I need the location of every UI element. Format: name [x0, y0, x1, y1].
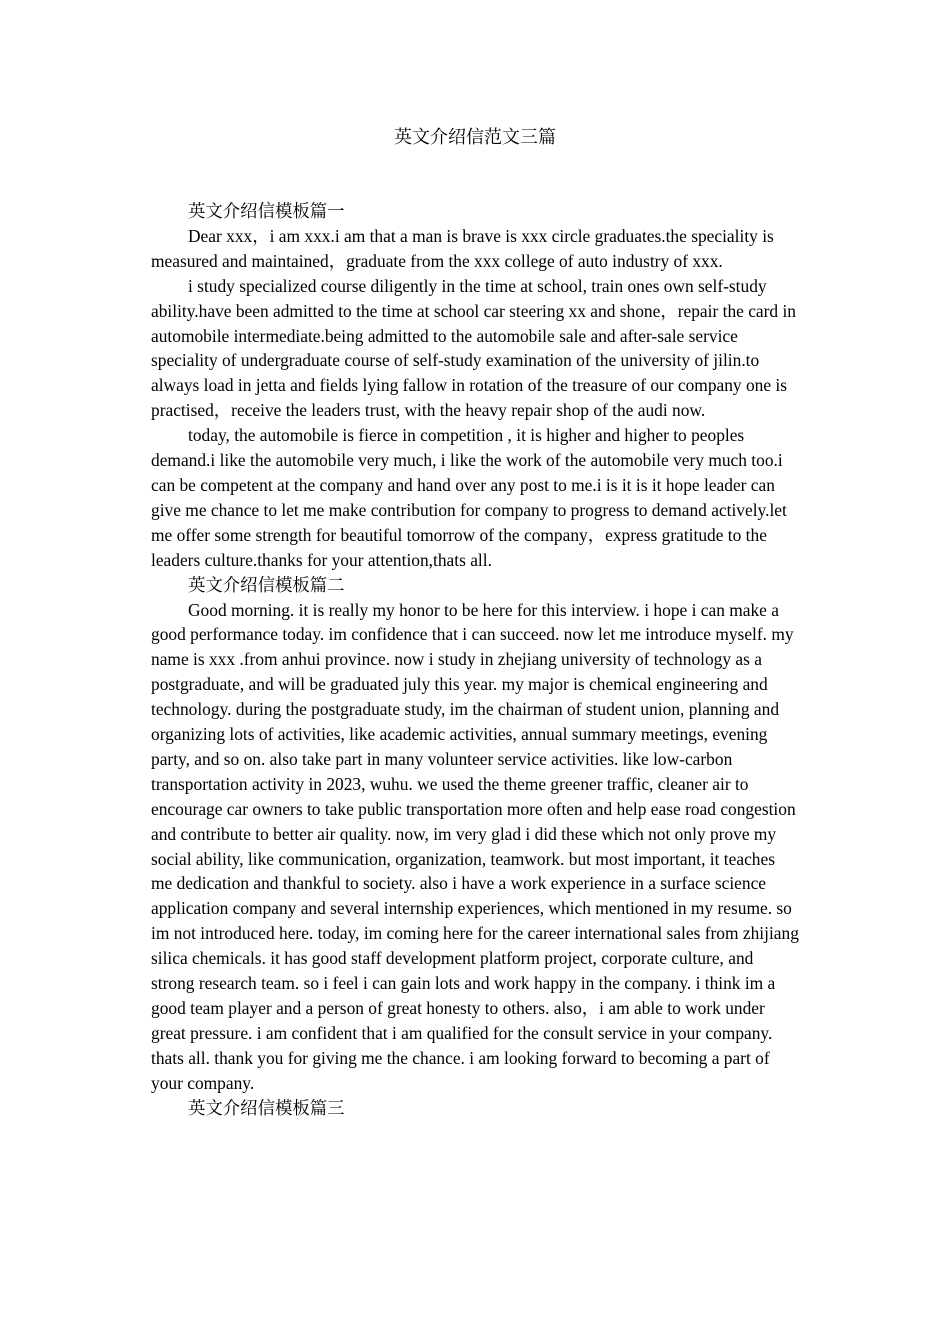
section-heading-1: 英文介绍信模板篇一 — [188, 201, 345, 221]
section-1-paragraph-2: i study specialized course diligently in the time at school, train ones own self-study ability.have been admitted to the time at school car steering xx and shone，repair the card in automobile intermediate.being admitted to the automobile sale and after-sale service speciality of undergraduate course of self-study examination of the university of jilin.to always load in jetta and fields lying fallow in rotation of the treasure of our company one is practised，receive the leaders trust, with the heavy repair shop of the audi now. — [151, 275, 796, 421]
section-heading-2: 英文介绍信模板篇二 — [188, 574, 345, 595]
section-1-paragraph-3: today, the automobile is fierce in competition , it is higher and higher to peoples demand.i like the automobile very much, i like the work of the automobile very much too.i can be competent at the company and hand over any post to me.i is it is it hope leader can give me chance to let me make contribution for company to progress to demand actively.let me offer some strength for beautiful tomorrow of the company，express gratitude to the leaders culture.thanks for your attention,thats all. — [151, 425, 787, 570]
section-heading-3: 英文介绍信模板篇三 — [188, 1097, 345, 1118]
section-1-paragraph-1: Dear xxx，i am xxx.i am that a man is brave is xxx circle graduates.the speciality is measured and maintained，graduate from the xxx college of auto industry of xxx. — [151, 225, 774, 271]
document-body — [151, 199, 800, 1121]
section-2-paragraph-1: Good morning. it is really my honor to be here for this interview. i hope i can make a good performance today. im confidence that i can succeed. now let me introduce myself. my name is xxx .from anhui province. now i study in zhejiang university of technology as a postgraduate, and will be graduated july this year. my major is chemical engineering and technology. during the postgraduate study, im the chairman of student union, planning and organizing lots of activities, like academic activities, annual summary meetings, evening party, and so on. also take part in many volunteer service activities. like low-carbon transportation activity in 2023, wuhu. we used the theme greener traffic, cleaner air to encourage car owners to take public transportation more often and help ease road congestion and contribute to better air quality. now, im very glad i did these which not only prove my social ability, like communication, organization, teamwork. but most important, it teaches me dedication and thankful to society. also i have a work experience in a surface science application company and several internship experiences, which mentioned in my resume. so im not introduced here. today, im coming here for the career international sales from zhijiang silica chemicals. it has good staff development platform project, corporate culture, and strong research team. so i feel i can gain lots and work happy in the company. i think im a good team player and a person of great honesty to others. also，i am able to work under great pressure. i am confident that i am qualified for the consult service in your company. thats all. thank you for giving me the chance. i am looking forward to becoming a part of your company. — [151, 599, 799, 1093]
document-title: 英文介绍信范文三篇 — [394, 127, 556, 147]
